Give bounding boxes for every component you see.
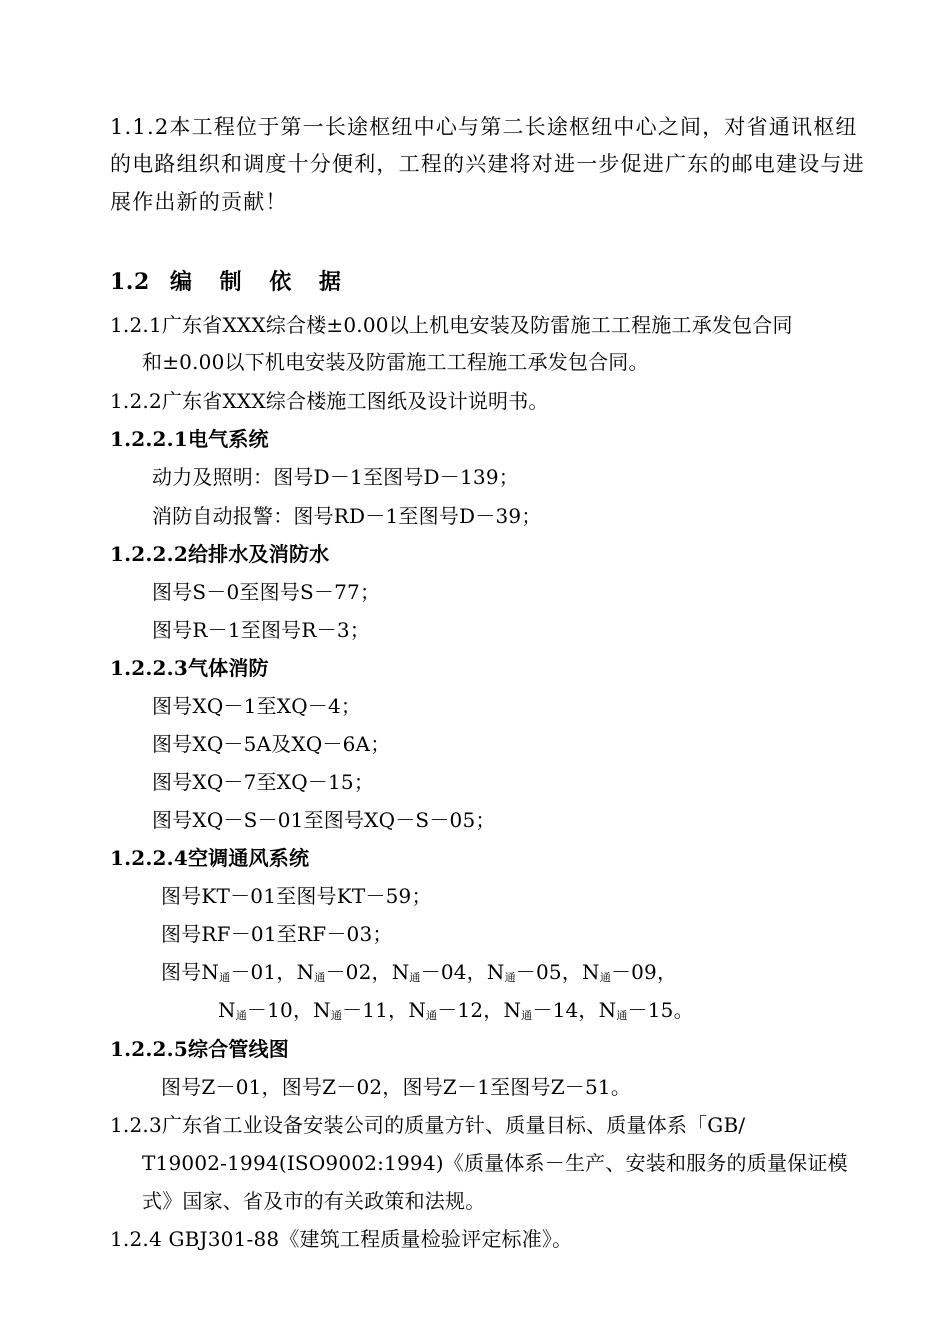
n-letter: N (313, 998, 331, 1022)
n-letter: N (218, 998, 236, 1022)
n-item: －04， (420, 960, 487, 984)
sub-heading-gas: 1.2.2.3气体消防 (110, 656, 269, 680)
n-subscript: 通 (616, 1009, 628, 1022)
item-1-2-4: 1.2.4 GBJ301-88《建筑工程质量检验评定标准》。 (110, 1227, 573, 1251)
hvac-line-1: 图号KT－01至图号KT－59； (161, 884, 432, 908)
sub-heading-water: 1.2.2.2给排水及消防水 (110, 542, 330, 566)
gas-line-1: 图号XQ－1至XQ－4； (152, 694, 362, 718)
item-1-2-3-line-3: 式》国家、省及市的有关政策和法规。 (142, 1189, 486, 1213)
n-item: －14， (532, 998, 599, 1022)
n-letter: N (486, 960, 505, 984)
n-subscript: 通 (521, 1009, 533, 1022)
n-letter: N (391, 960, 410, 984)
n-letter: N (201, 960, 220, 984)
hvac-n-line-1 (161, 960, 677, 990)
sub-heading-electrical: 1.2.2.1电气系统 (110, 427, 269, 451)
n-subscript: 通 (330, 1009, 343, 1022)
section-title: 编 制 依 据 (169, 269, 351, 295)
water-line-1: 图号S－0至图号S－77； (152, 580, 381, 604)
n-subscript: 通 (235, 1009, 247, 1022)
electrical-line-2: 消防自动报警：图号RD－1至图号D－39； (152, 504, 542, 528)
n-item: －15。 (627, 998, 694, 1022)
n-letter: N (408, 998, 427, 1022)
n-letter: N (582, 960, 600, 984)
n-item: －01， (230, 960, 297, 984)
n-subscript: 通 (314, 971, 326, 984)
section-heading (110, 270, 351, 294)
n-item: －09， (610, 960, 678, 984)
n-subscript: 通 (504, 971, 516, 984)
electrical-line-1: 动力及照明：图号D－1至图号D－139； (152, 465, 519, 489)
n-subscript: 通 (409, 971, 421, 984)
sub-heading-hvac: 1.2.2.4空调通风系统 (110, 846, 310, 870)
gas-line-3: 图号XQ－7至XQ－15； (152, 770, 375, 794)
n-item: －10， (246, 998, 314, 1022)
n-item: －02， (325, 960, 392, 984)
n-subscript: 通 (426, 1009, 438, 1022)
n-item: －11， (342, 998, 409, 1022)
water-line-2: 图号R－1至图号R－3； (152, 618, 370, 642)
hvac-n-prefix: 图号 (161, 960, 202, 984)
n-letter: N (503, 998, 522, 1022)
item-1-2-1-line-1: 1.2.1广东省XXX综合楼±0.00以上机电安装及防雷施工工程施工承发包合同 (110, 313, 793, 337)
intro-line-3: 展作出新的贡献！ (110, 190, 288, 214)
n-subscript: 通 (219, 971, 231, 984)
pipelines-line-1: 图号Z－01，图号Z－02，图号Z－1至图号Z－51。 (161, 1075, 632, 1099)
n-item: －05， (515, 960, 583, 984)
item-1-2-2: 1.2.2广东省XXX综合楼施工图纸及设计说明书。 (110, 389, 549, 413)
item-1-2-3-line-1: 1.2.3广东省工业设备安装公司的质量方针、质量目标、质量体系「GB/ (110, 1113, 746, 1137)
n-letter: N (598, 998, 617, 1022)
intro-line-1: 1.1.2本工程位于第一长途枢纽中心与第二长途枢纽中心之间，对省通讯枢纽 (110, 115, 858, 139)
hvac-n-line-2 (218, 998, 694, 1028)
n-subscript: 通 (599, 971, 611, 984)
sub-heading-pipelines: 1.2.2.5综合管线图 (110, 1037, 289, 1061)
gas-line-2: 图号XQ－5A及XQ－6A； (152, 732, 391, 756)
section-number: 1.2 (110, 269, 150, 295)
hvac-line-2: 图号RF－01至RF－03； (161, 922, 393, 946)
item-1-2-3-line-2: T19002-1994(ISO9002:1994)《质量体系－生产、安装和服务的质量保证模 (142, 1151, 848, 1175)
n-letter: N (296, 960, 315, 984)
n-item: －12， (437, 998, 504, 1022)
intro-line-2: 的电路组织和调度十分便利，工程的兴建将对进一步促进广东的邮电建设与进 (110, 152, 865, 176)
item-1-2-1-line-2: 和±0.00以下机电安装及防雷施工工程施工承发包合同。 (142, 350, 649, 374)
gas-line-4: 图号XQ－S－01至图号XQ－S－05； (152, 808, 496, 832)
